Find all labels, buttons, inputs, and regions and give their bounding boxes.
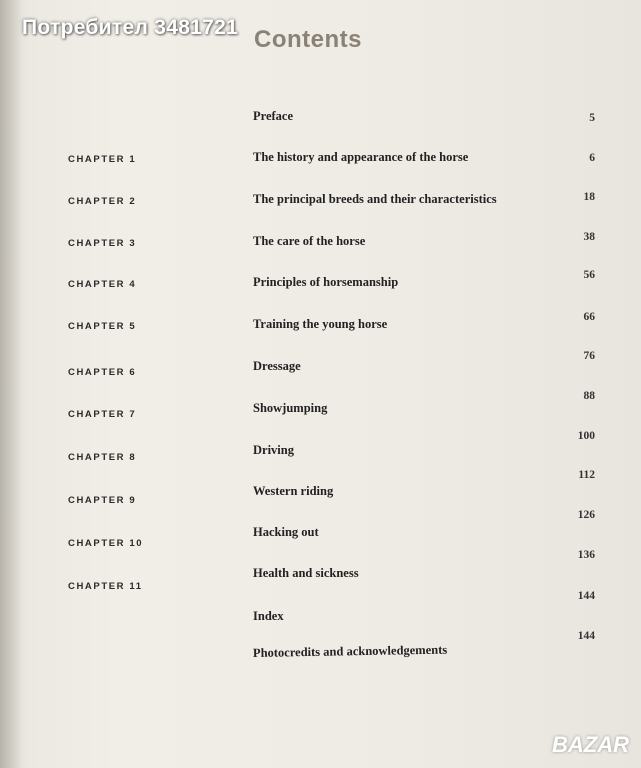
entry-title: Showjumping (253, 401, 328, 415)
entry-title: Index (253, 609, 284, 623)
toc-entry-photocredits (0, 630, 641, 670)
chapter-label: CHAPTER 7 (68, 409, 137, 420)
toc-entry-preface (0, 109, 641, 133)
page-number: 66 (583, 311, 595, 323)
page-number: 100 (577, 430, 595, 442)
chapter-label: CHAPTER 10 (68, 538, 144, 549)
page-title: Contents (254, 26, 362, 53)
chapter-label: CHAPTER 4 (68, 279, 137, 290)
entry-title: Preface (253, 109, 294, 123)
page-number: 144 (577, 630, 595, 642)
entry-title: The care of the horse (253, 234, 366, 248)
user-watermark: Потребител 3481721 (22, 16, 239, 39)
page-number: 6 (589, 152, 595, 164)
chapter-label: CHAPTER 1 (68, 154, 137, 165)
entry-title: Training the young horse (253, 317, 388, 331)
toc-entry-chapter-6 (0, 350, 641, 383)
chapter-label: CHAPTER 3 (68, 238, 137, 249)
chapter-label: CHAPTER 5 (68, 321, 137, 332)
chapter-label: CHAPTER 2 (68, 196, 137, 207)
toc-entry-index (0, 590, 641, 633)
entry-title: Dressage (253, 359, 301, 373)
entry-title: The principal breeds and their characteristics (253, 192, 497, 206)
entry-title: Hacking out (253, 525, 319, 539)
entry-title: The history and appearance of the horse (253, 150, 469, 164)
chapter-label: CHAPTER 8 (68, 452, 137, 463)
toc-entry-chapter-8 (0, 430, 641, 467)
chapter-label: CHAPTER 6 (68, 367, 137, 378)
entry-title: Driving (253, 443, 294, 457)
toc-entry-chapter-4 (0, 269, 641, 299)
toc-entry-chapter-1 (0, 150, 641, 174)
toc-entry-chapter-5 (0, 311, 641, 341)
toc-entry-chapter-7 (0, 390, 641, 425)
page-number: 38 (583, 231, 595, 243)
page-number: 56 (583, 269, 595, 281)
toc-entry-chapter-11 (0, 549, 641, 592)
chapter-label: CHAPTER 9 (68, 495, 137, 506)
bazar-logo: BAZAR (552, 732, 629, 757)
toc-entry-chapter-2 (0, 192, 641, 216)
page-number: 5 (589, 112, 595, 124)
toc-entry-chapter-9 (0, 469, 641, 508)
page-number: 112 (578, 469, 595, 481)
page-number: 144 (577, 590, 595, 602)
page-number: 136 (577, 549, 595, 561)
chapter-label: CHAPTER 11 (68, 581, 143, 592)
entry-title: Western riding (253, 484, 334, 498)
entry-title: Principles of horsemanship (253, 275, 399, 289)
page-number: 126 (577, 509, 595, 521)
toc-entry-chapter-10 (0, 509, 641, 549)
page-number: 18 (583, 191, 595, 203)
entry-title: Photocredits and acknowledgements (252, 642, 448, 660)
page-number: 76 (583, 350, 595, 362)
entry-title: Health and sickness (253, 566, 359, 580)
page-number: 88 (583, 390, 595, 402)
toc-entry-chapter-3 (0, 231, 641, 258)
